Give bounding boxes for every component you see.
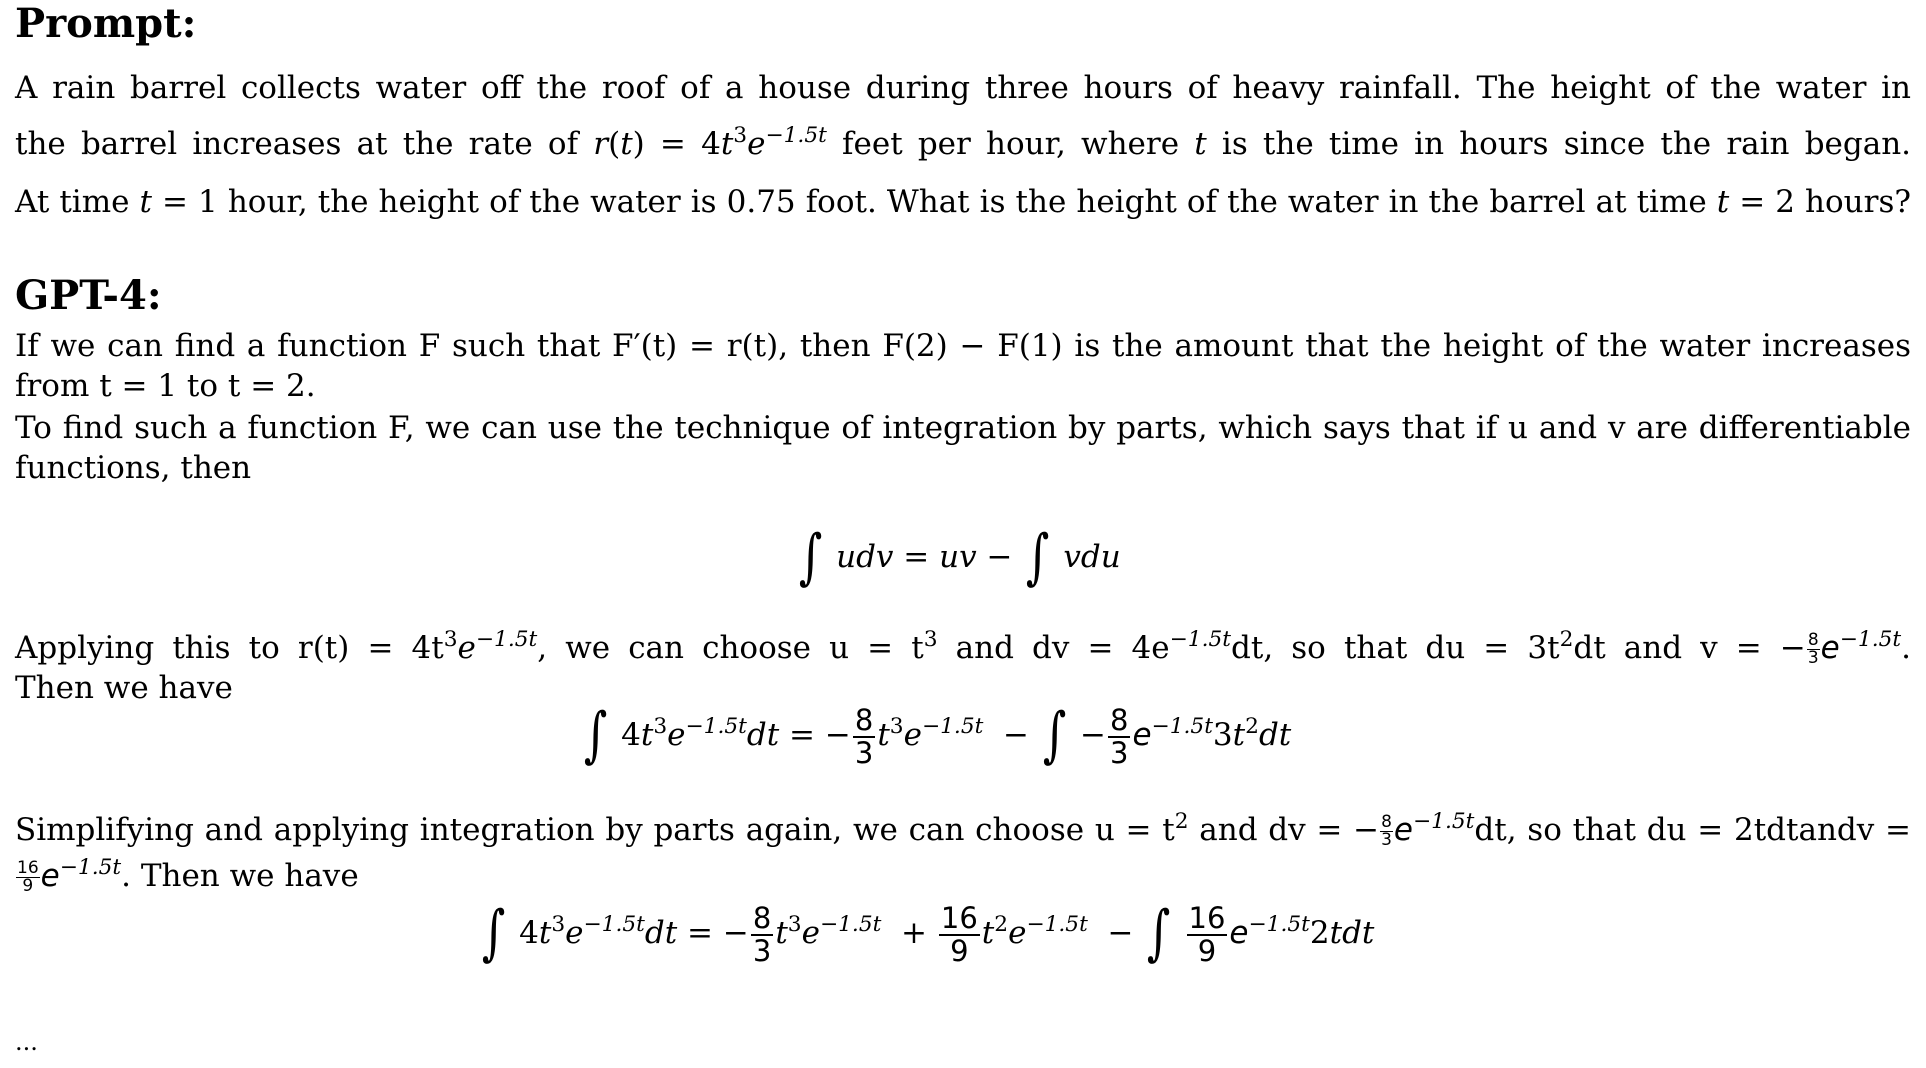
answer-p2-line-1: To find such a function F, we can use the technique of integration by parts, which says that if u and v are differentiable xyxy=(15,410,1911,446)
prompt-line-3: At time t = 1 hour, the height of the water is 0.75 foot. What is the height of the water in the barrel at time t = 2 hours? xyxy=(15,184,1911,220)
ellipsis: ... xyxy=(15,1028,38,1056)
integral-sign: ∫ xyxy=(798,522,823,592)
answer-p1-line-1: If we can find a function F such that F′(t) = r(t), then F(2) − F(1) is the amount that the height of the water increases xyxy=(15,328,1911,364)
answer-p3-line-2: Then we have xyxy=(15,670,233,706)
answer-heading: GPT-4: xyxy=(15,272,162,319)
integral-sign: ∫ xyxy=(583,700,608,770)
integral-sign: ∫ xyxy=(1042,700,1067,770)
integral-sign: ∫ xyxy=(1026,522,1050,592)
integral-sign: ∫ xyxy=(481,898,506,968)
prompt-line-1: A rain barrel collects water off the roof of a house during three hours of heavy rainfall. The height of the water in xyxy=(15,70,1911,106)
answer-p1-line-2: from t = 1 to t = 2. xyxy=(15,368,316,404)
integral-sign: ∫ xyxy=(1147,898,1171,968)
answer-p4-line-2: $\frac{16}{9}$ $e^{-1.5t}$. Then we have xyxy=(17,855,359,896)
answer-p3-line-1: Applying this to $r(t) = 4t^3e^{-1.5t}$, we can choose $u = t^3$ and dv = $4e^{-1.5t}dt$, so that du = $3t^2dt$ and v = − $\frac{8}{3}$ $e^{-1.5t}$. xyxy=(15,627,1911,668)
answer-p4-line-1: Simplifying and applying integration by parts again, we can choose $u = t^2$ and dv = − $\frac{8}{3}$ $e^{-1.5t}dt$, so that du = 2tdtandv = xyxy=(15,809,1911,850)
prompt-heading: Prompt: xyxy=(15,0,197,47)
equation-second-integration: ∫ $4t^3e^{-1.5t}dt$ = − $\frac{8}{3}$ $t^3e^{-1.5t}$ + $\frac{16}{9}$ $t^2e^{-1.5t}$ − ∫ $\frac{16}{9}$ $e^{-1.5t}2tdt$ xyxy=(481,898,1375,968)
prompt-line-2: the barrel increases at the rate of $r(t) = 4t^3e^{-1.5t}$ feet per hour, where t is the time in hours since the rain began. xyxy=(15,123,1912,162)
answer-p2-line-2: functions, then xyxy=(15,450,252,486)
equation-integration-by-parts: ∫ udv = uv − ∫ vdu xyxy=(798,522,1121,592)
equation-first-integration: ∫ $4t^3e^{-1.5t}dt$ = − $\frac{8}{3}$ $t^3e^{-1.5t}$ − ∫ − $\frac{8}{3}$ $e^{-1.5t}3t^2dt$ xyxy=(583,700,1292,770)
